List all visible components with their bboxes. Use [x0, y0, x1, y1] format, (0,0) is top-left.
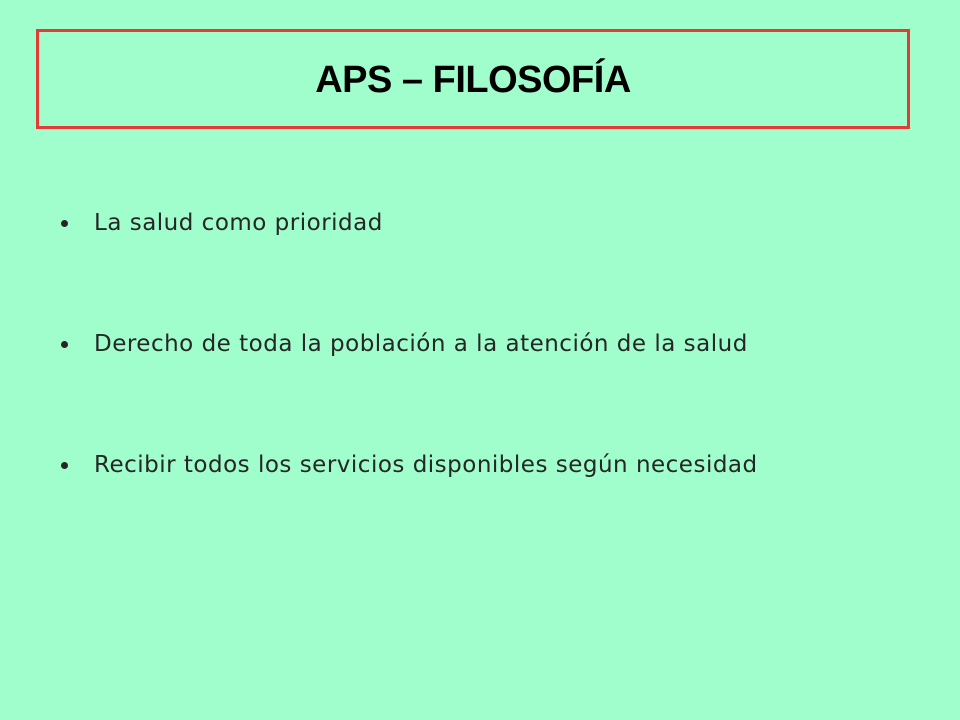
title-box [36, 29, 910, 129]
bullet-text: La salud como prioridad [94, 210, 383, 236]
bullet-text: Recibir todos los servicios disponibles según necesidad [94, 452, 758, 478]
bullet-item-health-priority [61, 200, 891, 247]
bullet-text: Derecho de toda la población a la atención de la salud [94, 331, 748, 357]
bullet-icon [61, 220, 68, 227]
slide-title: APS – FILOSOFÍA [315, 59, 631, 101]
bullet-item-services-need [61, 442, 891, 489]
bullet-list [61, 200, 891, 489]
bullet-icon [61, 341, 68, 348]
bullet-item-health-right [61, 321, 891, 368]
bullet-icon [61, 462, 68, 469]
